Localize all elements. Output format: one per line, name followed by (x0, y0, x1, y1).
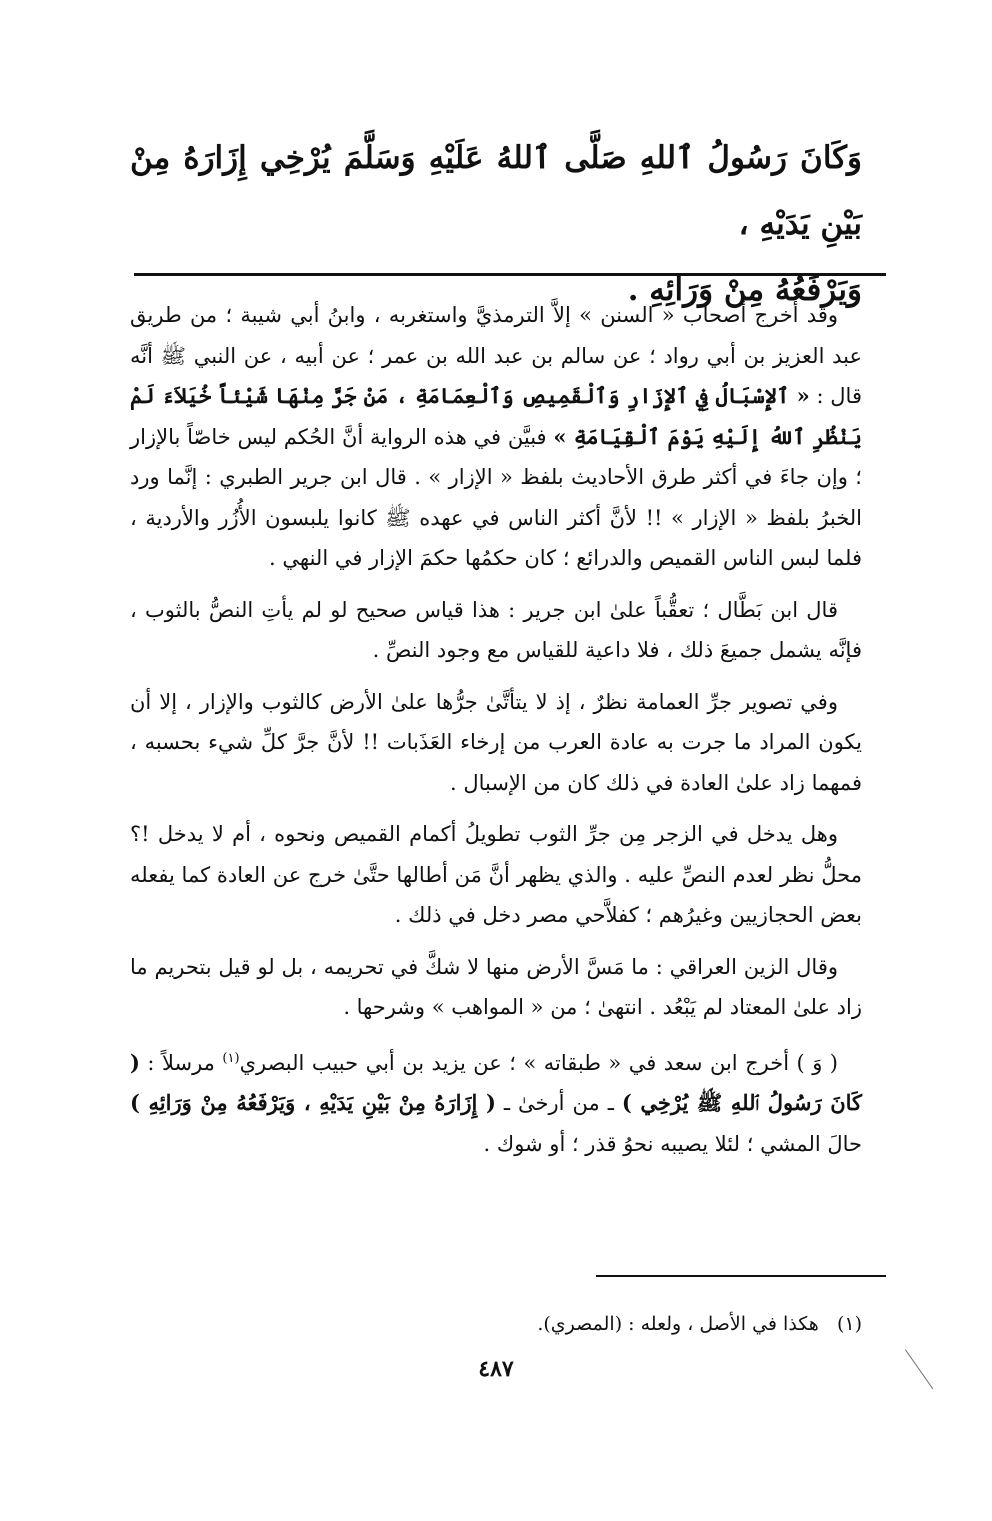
commentary-paragraph (130, 295, 862, 579)
hadith-quote: ( كَانَ رَسُولُ ٱللهِ ﷺ يُرْخِي ) (130, 1049, 863, 1115)
footnote-number: (١) (836, 1313, 862, 1335)
paragraph-text: حالَ المشي ؛ لئلا يصيبه نحوُ قذر ؛ أو شوك . (483, 1131, 862, 1156)
commentary-paragraph: وهل يدخل في الزجر مِن جرِّ الثوب تطويلُ أكمام القميص ونحوه ، أم لا يدخل !؟ محلُّ نظر لعدم النصِّ عليه . والذي يظهر أنَّ مَن أطالها حتَّىٰ خرج عن العادة كما يفعله بعض الحجازيين وغيرُهم ؛ كفلاَّحي مصر دخل في ذلك . (130, 822, 862, 927)
paragraph-text: وقد أخرج أصحاب « السنن » إلاَّ الترمذيَّ واستغربه ، وابنُ أبي شيبة ؛ من طريق عبد العزيز بن أبي رواد ؛ عن سالم بن عبد الله بن عمر ؛ عن أبيه ، عن النبي ﷺ أنَّه قال : (130, 303, 862, 408)
section-divider (134, 273, 886, 276)
commentary (130, 295, 862, 1175)
footnote-text: هكذا في الأصل ، ولعله : (المصري). (537, 1313, 819, 1335)
commentary-paragraph: وفي تصوير جرِّ العمامة نظرٌ ، إذ لا يتأتَّىٰ جرُّها علىٰ الأرض كالثوب والإزار ، إلا أن يكون المراد ما جرت به عادة العرب من إرخاء العَذَبات !! لأنَّ جرَّ كلِّ شيء بحسبه ، فمهما زاد علىٰ العادة في ذلك كان من الإسبال . (130, 689, 862, 795)
commentary-paragraph: وقال الزين العراقي : ما مَسَّ الأرض منها لا شكَّ في تحريمه ، بل لو قيل بتحريم ما زاد علىٰ المعتاد لم يَبْعُد . انتهىٰ ؛ من « المواهب » وشرحها . (130, 954, 862, 1019)
commentary-paragraph: قال ابن بَطَّال ؛ تعقُّباً علىٰ ابن جرير : هذا قياس صحيح لو لم يأتِ النصُّ بالثوب ، فإنَّه يشمل جميعَ ذلك ، فلا داعية للقياس مع وجود النصِّ . (130, 597, 862, 662)
commentary-paragraph (130, 1039, 862, 1165)
hadith-quote: « ٱلإِسْبَالُ فِي ٱلإِزَارِ وَٱلْقَمِيصِ وَٱلْعِمَامَةِ ، مَنْ جَرَّ مِنْهَا شَيْئاً خُيَلاَءَ لَمْ يَنْظُرِ ٱللهُ إِلَيْهِ يَوْمَ ٱلْقِيَامَةِ » (130, 383, 862, 449)
hadith-line-1: وَكَانَ رَسُولُ ٱللهِ صَلَّى ٱللهُ عَلَيْهِ وَسَلَّمَ يُرْخِي إِزَارَهُ مِنْ بَيْنِ يَدَيْهِ ، (130, 140, 862, 242)
paragraph-text: مرسلاً : (147, 1050, 215, 1075)
paragraph-text: ( وَ ) أخرج ابن سعد في « طبقاته » ؛ عن يزيد بن أبي حبيب البصري (239, 1050, 839, 1075)
paragraph-text: ـ من أرخىٰ ـ (503, 1091, 614, 1115)
hadith-text (130, 125, 862, 323)
footnote-divider (596, 1275, 886, 1277)
footnote (300, 1310, 862, 1338)
footnote-reference[interactable]: (١) (222, 1050, 240, 1066)
page-number: ٤٨٧ (478, 1356, 514, 1382)
hadith-line-2: وَيَرْفَعُهُ مِنْ وَرَائِهِ . (627, 272, 862, 308)
hadith-quote: ( إِزَارَهُ مِنْ بَيْنِ يَدَيْهِ ، وَيَرْفَعُهُ مِنْ وَرَائِهِ ) (130, 1090, 496, 1115)
paragraph-text: فبيَّن في هذه الرواية أنَّ الحُكم ليس خاصّاً بالإزار ؛ وإن جاءَ في أكثر طرق الأحاديث بلفظ « الإزار » . قال ابن جرير الطبري : إنَّما ورد الخبرُ بلفظ « الإزار » !! لأنَّ أكثر الناس في عهده ﷺ كانوا يلبسون الأُزُر والأردية ، فلما لبس الناس القميص والدرائع ؛ كان حكمُها حكمَ الإزار في النهي . (130, 424, 862, 570)
